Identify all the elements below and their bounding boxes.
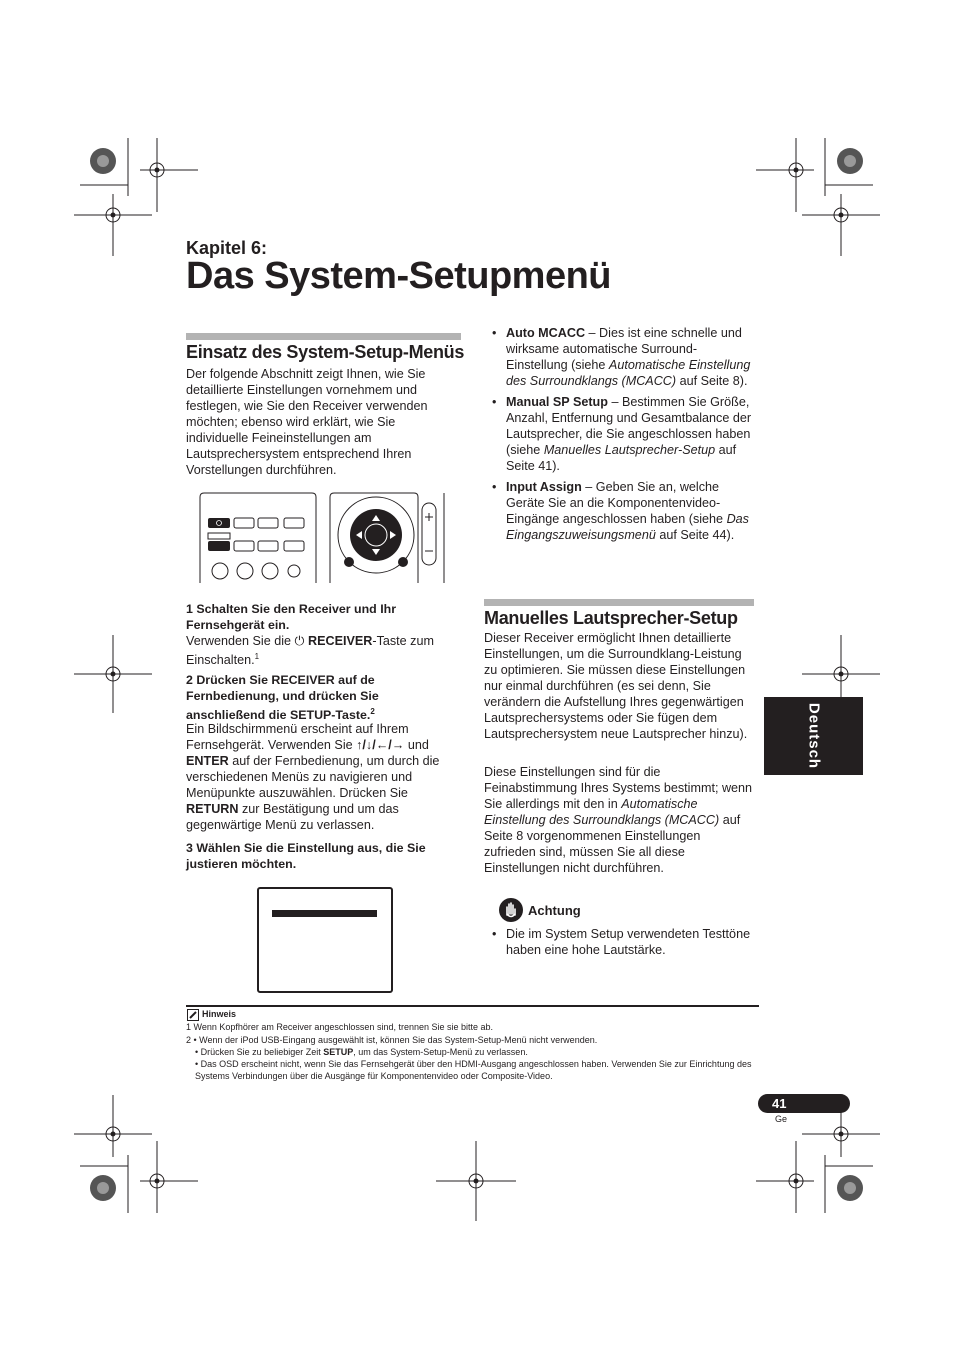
caution-title: Achtung xyxy=(528,903,581,918)
step-1-text-c: -Taste zum Einschalten. xyxy=(186,634,434,668)
page-number: 41 xyxy=(772,1096,787,1111)
list-item-reference: Automatische Einstellung des Surroundklangs (MCACC) xyxy=(506,358,751,388)
receiver-key-label: RECEIVER xyxy=(308,634,373,648)
remote-control-illustration xyxy=(198,491,448,583)
section-heading-system-setup: Einsatz des System-Setup-Menüs xyxy=(186,342,465,362)
list-item-auto-mcacc xyxy=(484,325,754,389)
step-2-heading xyxy=(186,672,426,723)
step-1-text xyxy=(186,633,456,668)
step-2-text-b: und xyxy=(407,738,429,752)
chapter-label: Kapitel 6: xyxy=(186,238,268,258)
footnote-ref-2: 2 xyxy=(370,707,375,716)
language-tab xyxy=(764,697,863,775)
list-item-input-assign xyxy=(484,479,754,543)
osd-highlight-bar xyxy=(272,910,377,917)
manual-setup-paragraph-2 xyxy=(484,764,754,876)
list-item-tail: auf Seite 44). xyxy=(659,528,735,542)
list-item-reference: Das Eingangszuweisungsmenü xyxy=(506,512,749,542)
list-item-text: – Geben Sie an, welche Geräte Sie an die Komponentenvideo-Eingänge angeschlossen haben (siehe xyxy=(506,480,724,526)
list-item-text: – Bestimmen Sie Größe, Anzahl, Entfernung und Gesamtbalance der Lautsprecher, die Sie angeschlossen haben (siehe xyxy=(506,395,752,457)
list-item-tail: auf Seite 8). xyxy=(679,374,748,388)
language-tab-label: Deutsch xyxy=(805,702,822,770)
list-item-tail: auf Seite 41). xyxy=(506,443,737,473)
list-item-term: Input Assign xyxy=(506,480,582,494)
language-code: Ge xyxy=(775,1114,788,1124)
note-2c: • Das OSD erscheint nicht, wenn Sie das Fernsehgerät über den HDMI-Ausgang angeschlossen haben. Verwenden Sie zur Einrichtung des Systems Verbindungen über die Ausgänge für Komponentenvideo oder Composite-Video. xyxy=(195,1059,752,1081)
caution-text: • Die im System Setup verwendeten Testtöne haben eine hohe Lautstärke. xyxy=(484,926,756,958)
list-item-term: Manual SP Setup xyxy=(506,395,608,409)
note-2a: 2 • Wenn der iPod USB-Eingang ausgewählt ist, können Sie das System-Setup-Menü nicht verwenden. xyxy=(186,1035,598,1045)
para2-reference: Automatische Einstellung des Surroundklangs (MCACC) xyxy=(484,797,720,827)
section-bar xyxy=(186,333,461,340)
para2-text-b: auf Seite 8 vorgenommenen Einstellungen zufrieden sind, müssen Sie all diese Einstellungen nicht durchführen. xyxy=(484,813,741,875)
arrow-keys-icon: ↑/↓/←/→ xyxy=(356,738,405,752)
note-2b xyxy=(195,1046,755,1058)
notes-title: Hinweis xyxy=(202,1009,237,1019)
power-icon: ⏻ xyxy=(294,634,305,648)
note-2b-text-a: • Drücken Sie zu beliebiger Zeit xyxy=(195,1047,321,1057)
step-2-text xyxy=(186,721,461,833)
step-2-text-a: Ein Bildschirmmenü erscheint auf Ihrem Fernsehgerät. Verwenden Sie xyxy=(186,722,409,752)
para2-text-a: Diese Einstellungen sind für die Feinabstimmung Ihres Systems bestimmt; wenn Sie allerdings mit den in xyxy=(484,765,753,811)
note-pencil-icon xyxy=(187,1009,199,1021)
list-item-text: – Dies ist eine schnelle und wirksame automatische Surround-Einstellung (siehe xyxy=(506,326,742,372)
list-item-reference: Manuelles Lautsprecher-Setup xyxy=(543,443,716,457)
step-2-heading-text: 2 Drücken Sie RECEIVER auf de Fernbedienung, und drücken Sie anschließend die SETUP-Taste. xyxy=(186,673,379,723)
step-1-text-a: Verwenden Sie die xyxy=(186,634,292,648)
note-1: 1 Wenn Kopfhörer am Receiver angeschlossen sind, trennen Sie sie bitte ab. xyxy=(186,1022,494,1032)
step-3-heading: 3 Wählen Sie die Einstellung aus, die Sie justieren möchten. xyxy=(186,841,426,871)
step-2-text-d: zur Bestätigung und um das gegenwärtige Menü zu verlassen. xyxy=(186,802,399,832)
page-number-badge xyxy=(758,1094,850,1113)
intro-paragraph: Der folgende Abschnitt zeigt Ihnen, wie Sie detaillierte Einstellungen vornehmem und festlegen, wie Sie den Receiver verwenden möchten; ebenso wird erklärt, wie Sie individuelle Feineinstellungen am Lautsprechersystem entsprechend Ihren Vorstellungen durchführen. xyxy=(186,367,428,477)
step-2-text-c: auf der Fernbedienung, um durch die verschiedenen Menüs zu navigieren und Menüpunkte auszuwählen. Drücken Sie xyxy=(186,754,440,800)
return-key-label: RETURN xyxy=(186,802,239,816)
osd-screen-illustration xyxy=(257,887,393,993)
notes-divider xyxy=(186,1005,759,1007)
footnote-ref-1: 1 xyxy=(254,652,260,661)
step-1-heading: 1 Schalten Sie den Receiver und Ihr Fernsehgerät ein. xyxy=(186,602,397,632)
page-title: Das System-Setupmenü xyxy=(186,255,612,297)
setup-options-list xyxy=(484,325,754,548)
enter-key-label: ENTER xyxy=(186,754,229,768)
setup-key-label: SETUP xyxy=(323,1047,354,1057)
section-heading-manual-speaker-setup: Manuelles Lautsprecher-Setup xyxy=(484,608,738,628)
list-item-term: Auto MCACC xyxy=(506,326,586,340)
manual-setup-paragraph-1: Dieser Receiver ermöglicht Ihnen detaillierte Einstellungen, um die Surroundklang-Leistung zu optimieren. Sie müssen diese Einstellungen nur einmal durchführen (es sei denn, Sie verändern die Aufstellung Ihres gegenwärtigen Lautsprechersystems oder Sie fügen dem Lautsprechersystem neue Lautsprecher hinzu). xyxy=(484,631,748,741)
caution-hand-icon xyxy=(498,897,524,923)
section-bar xyxy=(484,599,754,606)
note-2b-text-c: , um das System-Setup-Menü zu verlassen. xyxy=(353,1047,528,1057)
list-item-manual-sp-setup xyxy=(484,394,754,474)
